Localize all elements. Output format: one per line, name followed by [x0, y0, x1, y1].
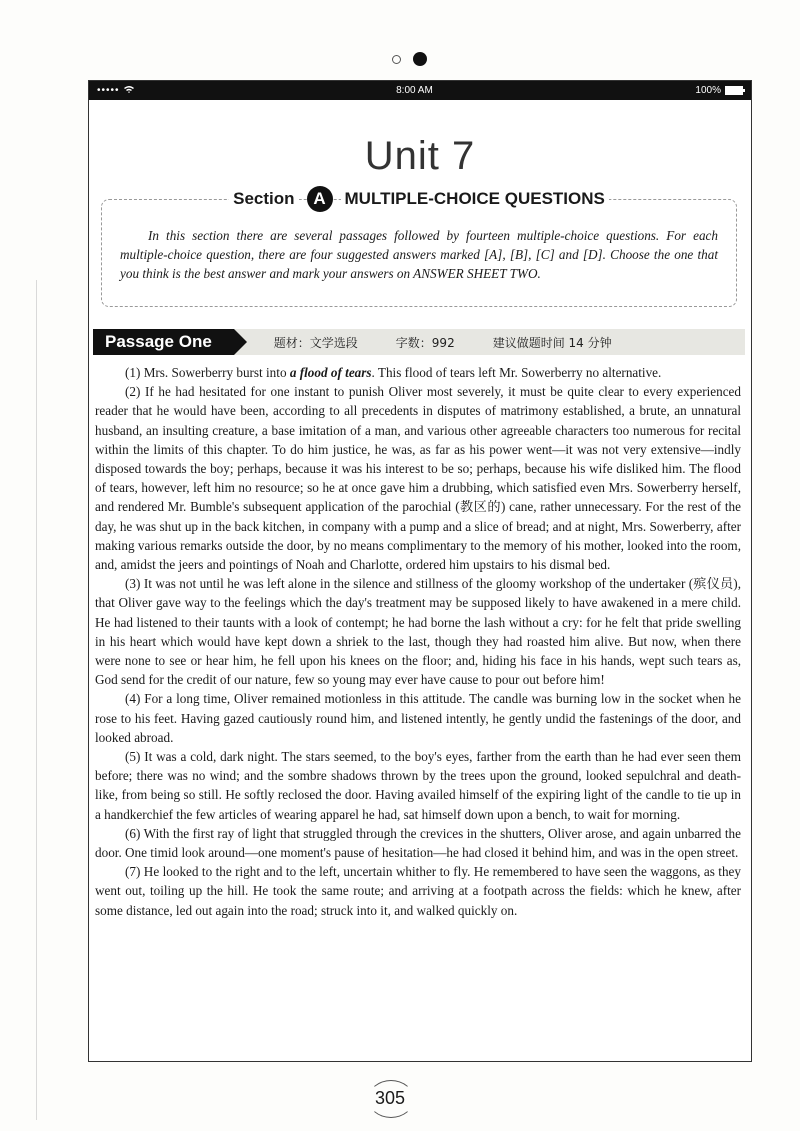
battery-fill: [726, 87, 742, 94]
passage-body: [89, 363, 751, 920]
battery-percent: 100%: [695, 85, 721, 96]
passage-label: Passage One: [93, 329, 234, 355]
page-number: 305: [366, 1080, 414, 1116]
margin-line: [36, 280, 37, 1120]
paragraph-5: (5) It was a cold, dark night. The stars seemed, to the boy's eyes, farther from the earth than he had ever seen them before; there was no wind; and the sombre shadows thrown by the trees upon the ground, looked sepulchral and death-like, from being so still. He softly reclosed the door. Having availed himself of the expiring light of the candle to tie up in a handkerchief the few articles of wearing apparel he had, sat himself down upon a bench, to wait for morning.: [95, 749, 741, 822]
passage-header: [93, 329, 745, 355]
unit-title: Unit 7: [364, 134, 476, 178]
paragraph-4: (4) For a long time, Oliver remained motionless in this attitude. The candle was burning low in the socket when he rose to his feet. Having gazed cautiously round him, and listened intently, he gently undid the fastenings of the door, and looked abroad.: [95, 691, 741, 745]
top-dots: [392, 52, 427, 66]
small-dot: [392, 55, 401, 64]
camera-dot: [413, 52, 427, 66]
signal-indicator: •••••: [97, 85, 120, 96]
device-frame: [88, 80, 752, 1062]
passage-suggested-time: 建议做题时间 14 分钟: [492, 335, 612, 350]
paragraph-3: (3) It was not until he was left alone in the silence and stillness of the gloomy workshop of the undertaker (殡仪员), that Oliver gave way to the feelings which the day's treatment may be supposed likely to have awakened in a mere child. He had listened to their taunts with a look of contempt; he had borne the lash without a cry: for he felt that pride swelling in his heart which would have kept down a shriek to the last, though they had roasted him alive. But now, when there were none to see or hear him, he fell upon his knees on the floor; and, hiding his face in his hands, wept such tears as, God send for the credit of our nature, few so young may ever have cause to pour out before him!: [95, 576, 741, 688]
section-label: Section: [229, 189, 298, 209]
battery-icon: [725, 86, 743, 95]
section-box: [101, 189, 737, 307]
wifi-icon: [124, 85, 134, 96]
paragraph-1: (1) Mrs. Sowerberry burst into a flood of tears. This flood of tears left Mr. Sowerberry no alternative.: [125, 365, 662, 380]
section-badge: A: [307, 186, 333, 212]
passage-topic: 题材：文学选段: [273, 335, 358, 350]
section-instructions: In this section there are several passages followed by fourteen multiple-choice questions. For each multiple-choice question, there are four suggested answers marked [A], [B], [C] and [D]. Choose the one that you think is the best answer and mark your answers on ANSWER SHEET TWO.: [120, 228, 718, 281]
paragraph-2: (2) If he had hesitated for one instant to punish Oliver most severely, it must be quite clear to every experienced reader that he would have been, according to all precedents in disputes of matrimony established, a brute, an unnatural husband, an insulting creature, a base imitation of a man, and various other agreeable characters too numerous for recital within the limits of this chapter. To do him justice, he was, as far as his power went—it was not very extensive—indly disposed towards the boy; perhaps, because it was his interest to be so; perhaps, because his wife disliked him. The flood of tears, however, left him no resource; so he at once gave him a drubbing, which satisfied even Mrs. Sowerberry herself, and rendered Mr. Bumble's subsequent application of the parochial (教区的) cane, rather unnecessary. For the rest of the day, he was shut up in the back kitchen, in company with a pump and a slice of bread; and at night, Mrs. Sowerberry, after making various remarks outside the door, by no means complimentary to the memory of his mother, looked into the room, and, amidst the jeers and pointings of Noah and Charlotte, ordered him upstairs to his dismal bed.: [95, 384, 741, 573]
passage-word-count: 字数：992: [395, 335, 455, 350]
section-title: MULTIPLE-CHOICE QUESTIONS: [341, 189, 609, 209]
emphasis-text: a flood of tears: [289, 365, 372, 380]
paragraph-7: (7) He looked to the right and to the left, uncertain whither to fly. He remembered to have seen the waggons, as they went out, toiling up the hill. He took the same route; and arriving at a footpath across the fields: which he knew, after some distance, led out again into the road; struck into it, and walked quickly on.: [95, 864, 741, 918]
status-bar: [89, 81, 751, 100]
status-time: 8:00 AM: [396, 85, 433, 96]
section-heading: [102, 186, 736, 212]
paragraph-6: (6) With the first ray of light that struggled through the crevices in the shutters, Oliver arose, and again unbarred the door. One timid look around—one moment's pause of hesitation—he had closed it behind him, and was in the open street.: [95, 825, 741, 861]
